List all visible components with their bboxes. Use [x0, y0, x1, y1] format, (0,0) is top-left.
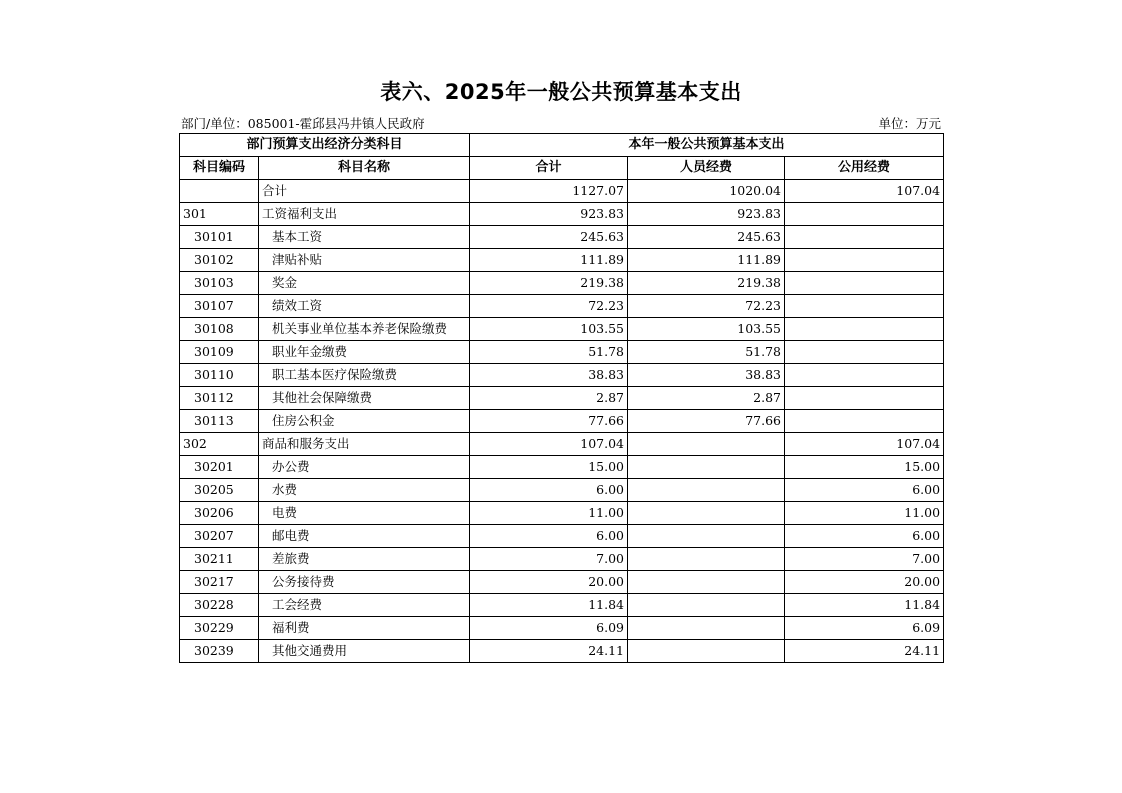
- cell-name: 绩效工资: [259, 295, 470, 318]
- cell-public: [785, 272, 944, 295]
- cell-code: 30206: [180, 502, 259, 525]
- cell-name: 基本工资: [259, 226, 470, 249]
- cell-personnel: [628, 479, 785, 502]
- cell-code: 30113: [180, 410, 259, 433]
- header-group-basic-expenditure: 本年一般公共预算基本支出: [470, 134, 944, 157]
- cell-public: [785, 341, 944, 364]
- cell-personnel: 72.23: [628, 295, 785, 318]
- header-name: 科目名称: [259, 157, 470, 180]
- cell-code: 30211: [180, 548, 259, 571]
- cell-public: 7.00: [785, 548, 944, 571]
- cell-name: 福利费: [259, 617, 470, 640]
- cell-total: 107.04: [470, 433, 628, 456]
- table-row: [180, 594, 944, 617]
- table-row: [180, 502, 944, 525]
- cell-personnel: [628, 548, 785, 571]
- cell-public: 107.04: [785, 180, 944, 203]
- table-row: [180, 341, 944, 364]
- cell-code: 301: [180, 203, 259, 226]
- table-row: [180, 203, 944, 226]
- table-row: [180, 571, 944, 594]
- cell-personnel: [628, 502, 785, 525]
- cell-public: 24.11: [785, 640, 944, 663]
- cell-code: 30217: [180, 571, 259, 594]
- cell-public: 15.00: [785, 456, 944, 479]
- cell-code: 30207: [180, 525, 259, 548]
- cell-personnel: 1020.04: [628, 180, 785, 203]
- table-row: [180, 364, 944, 387]
- cell-name: 工会经费: [259, 594, 470, 617]
- cell-personnel: 103.55: [628, 318, 785, 341]
- cell-total: 111.89: [470, 249, 628, 272]
- cell-total: 24.11: [470, 640, 628, 663]
- cell-public: [785, 249, 944, 272]
- table-row: [180, 272, 944, 295]
- cell-total: 6.00: [470, 479, 628, 502]
- cell-code: 30107: [180, 295, 259, 318]
- table-row: [180, 318, 944, 341]
- unit-label: 单位：万元: [878, 116, 941, 131]
- table-row: [180, 617, 944, 640]
- cell-code: 302: [180, 433, 259, 456]
- cell-total: 1127.07: [470, 180, 628, 203]
- cell-name: 邮电费: [259, 525, 470, 548]
- cell-name: 合计: [259, 180, 470, 203]
- cell-public: [785, 295, 944, 318]
- table-row: [180, 226, 944, 249]
- cell-code: 30239: [180, 640, 259, 663]
- cell-total: 72.23: [470, 295, 628, 318]
- cell-total: 11.84: [470, 594, 628, 617]
- cell-code: 30103: [180, 272, 259, 295]
- department-label: 部门/单位：085001-霍邱县冯井镇人民政府: [181, 116, 425, 131]
- cell-personnel: 38.83: [628, 364, 785, 387]
- cell-total: 245.63: [470, 226, 628, 249]
- cell-name: 差旅费: [259, 548, 470, 571]
- cell-name: 津贴补贴: [259, 249, 470, 272]
- table-row: [180, 640, 944, 663]
- cell-public: 6.00: [785, 525, 944, 548]
- cell-code: 30205: [180, 479, 259, 502]
- cell-total: 6.00: [470, 525, 628, 548]
- table-group-header-row: [180, 134, 944, 157]
- cell-public: [785, 387, 944, 410]
- cell-code: 30101: [180, 226, 259, 249]
- cell-public: [785, 226, 944, 249]
- cell-personnel: 77.66: [628, 410, 785, 433]
- cell-personnel: [628, 640, 785, 663]
- cell-name: 水费: [259, 479, 470, 502]
- cell-total: 20.00: [470, 571, 628, 594]
- cell-public: 20.00: [785, 571, 944, 594]
- cell-code: 30228: [180, 594, 259, 617]
- cell-code: 30229: [180, 617, 259, 640]
- cell-code: 30110: [180, 364, 259, 387]
- cell-code: 30109: [180, 341, 259, 364]
- cell-total: 103.55: [470, 318, 628, 341]
- cell-name: 电费: [259, 502, 470, 525]
- header-total: 合计: [470, 157, 628, 180]
- cell-name: 公务接待费: [259, 571, 470, 594]
- cell-public: 107.04: [785, 433, 944, 456]
- cell-name: 职工基本医疗保险缴费: [259, 364, 470, 387]
- table-row: [180, 433, 944, 456]
- cell-code: [180, 180, 259, 203]
- cell-total: 923.83: [470, 203, 628, 226]
- cell-public: [785, 203, 944, 226]
- cell-total: 219.38: [470, 272, 628, 295]
- table-row: [180, 295, 944, 318]
- header-group-classification: 部门预算支出经济分类科目: [180, 134, 470, 157]
- cell-public: 6.09: [785, 617, 944, 640]
- table-row: [180, 456, 944, 479]
- cell-public: [785, 410, 944, 433]
- cell-public: 11.84: [785, 594, 944, 617]
- cell-total: 6.09: [470, 617, 628, 640]
- table-header-row: [180, 157, 944, 180]
- cell-personnel: [628, 525, 785, 548]
- cell-public: [785, 364, 944, 387]
- cell-total: 7.00: [470, 548, 628, 571]
- cell-total: 51.78: [470, 341, 628, 364]
- cell-name: 奖金: [259, 272, 470, 295]
- cell-public: [785, 318, 944, 341]
- cell-total: 15.00: [470, 456, 628, 479]
- table-row: [180, 525, 944, 548]
- cell-public: 11.00: [785, 502, 944, 525]
- table-row: [180, 479, 944, 502]
- cell-code: 30108: [180, 318, 259, 341]
- page-title: 表六、2025年一般公共预算基本支出: [380, 80, 742, 104]
- table-body: [180, 180, 944, 663]
- cell-name: 职业年金缴费: [259, 341, 470, 364]
- cell-personnel: 219.38: [628, 272, 785, 295]
- cell-public: 6.00: [785, 479, 944, 502]
- header-public: 公用经费: [785, 157, 944, 180]
- header-code: 科目编码: [180, 157, 259, 180]
- budget-table: [179, 133, 944, 663]
- cell-personnel: [628, 594, 785, 617]
- cell-personnel: 923.83: [628, 203, 785, 226]
- table-row: [180, 249, 944, 272]
- cell-name: 办公费: [259, 456, 470, 479]
- cell-code: 30112: [180, 387, 259, 410]
- cell-name: 商品和服务支出: [259, 433, 470, 456]
- cell-personnel: [628, 617, 785, 640]
- cell-code: 30102: [180, 249, 259, 272]
- table-row: [180, 387, 944, 410]
- cell-total: 2.87: [470, 387, 628, 410]
- cell-code: 30201: [180, 456, 259, 479]
- cell-name: 工资福利支出: [259, 203, 470, 226]
- cell-total: 77.66: [470, 410, 628, 433]
- cell-name: 其他社会保障缴费: [259, 387, 470, 410]
- cell-personnel: [628, 456, 785, 479]
- table-row: [180, 180, 944, 203]
- cell-total: 11.00: [470, 502, 628, 525]
- cell-personnel: 245.63: [628, 226, 785, 249]
- cell-personnel: 2.87: [628, 387, 785, 410]
- cell-personnel: [628, 571, 785, 594]
- cell-personnel: 51.78: [628, 341, 785, 364]
- cell-personnel: 111.89: [628, 249, 785, 272]
- cell-name: 住房公积金: [259, 410, 470, 433]
- cell-personnel: [628, 433, 785, 456]
- cell-name: 机关事业单位基本养老保险缴费: [259, 318, 470, 341]
- table-row: [180, 410, 944, 433]
- header-personnel: 人员经费: [628, 157, 785, 180]
- table-row: [180, 548, 944, 571]
- cell-total: 38.83: [470, 364, 628, 387]
- cell-name: 其他交通费用: [259, 640, 470, 663]
